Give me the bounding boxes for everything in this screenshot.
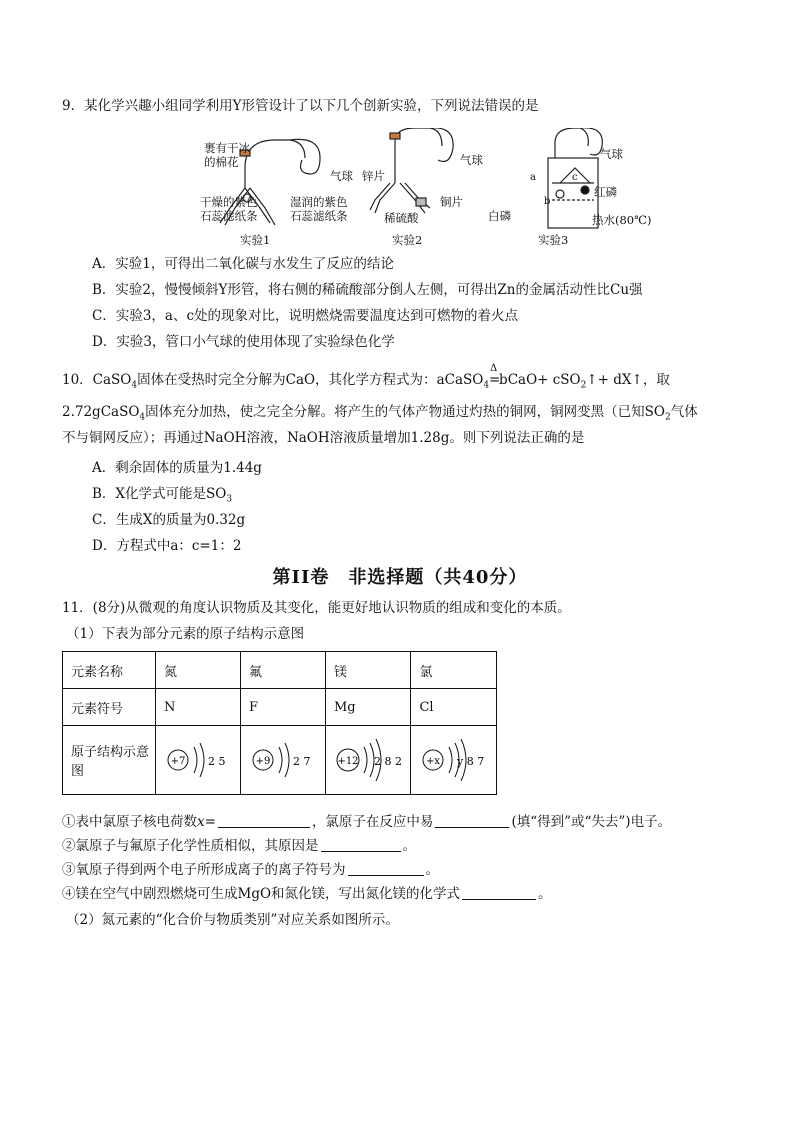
atom-diagram-cl <box>411 726 497 795</box>
table-cell: 元素符号 <box>63 689 156 726</box>
table-cell: 氮 <box>156 652 241 689</box>
element-table <box>62 651 497 795</box>
q10-stem-line2: 2.72gCaSO$_4$固体充分加热，使之完全分解。将产生的气体产物通过灼热的铜网，铜网变黑（已知$SO_2$气体 <box>62 404 698 423</box>
answer-blank-3[interactable] <box>321 837 401 852</box>
svg-text:y 8 7: y 8 7 <box>457 755 485 768</box>
table-cell: 镁 <box>325 652 410 689</box>
q10-option-c: C．生成X的质量为0.32g <box>92 512 246 528</box>
q10-option-b: B．X化学式可能是$SO_3$ <box>92 486 233 505</box>
answer-blank-1[interactable] <box>218 813 310 828</box>
svg-text:2 5: 2 5 <box>208 755 226 768</box>
exp1-caption: 实验1 <box>240 233 271 247</box>
exp3-point-b: b <box>544 196 551 207</box>
exp1-wet-label-1: 湿润的紫色 <box>290 195 348 209</box>
atom-diagram-f <box>241 726 326 795</box>
q9-option-c: C．实验3，a、c处的现象对比，说明燃烧需要温度达到可燃物的着火点 <box>92 308 519 324</box>
exp2-copper-label: 铜片 <box>440 195 463 209</box>
exp2-zinc-label: 锌片 <box>362 169 385 183</box>
q11-question-2: ②氯原子与氟原子化学性质相似，其原因是 。 <box>62 838 416 854</box>
exp3-point-c: c <box>572 172 578 183</box>
svg-text:+9: +9 <box>255 756 271 767</box>
q9-option-a: A．实验1，可得出二氧化碳与水发生了反应的结论 <box>92 256 394 272</box>
exp2-caption: 实验2 <box>392 233 423 247</box>
table-cell: Cl <box>411 689 497 726</box>
svg-text:+12: +12 <box>337 756 359 767</box>
exp1-dry-label-2: 石蕊滤纸条 <box>200 209 258 223</box>
answer-blank-5[interactable] <box>462 885 536 900</box>
q9-option-d: D．实验3，管口小气球的使用体现了实验绿色化学 <box>92 334 395 350</box>
answer-blank-4[interactable] <box>348 861 424 876</box>
q10-stem-line1: 10．CaSO$_4$固体在受热时完全分解为CaO，其化学方程式为：aCaSO$_4$ Δ =bCaO+ cSO$_2$↑+ dX↑，取 <box>62 363 670 391</box>
q11-question-4: ④镁在空气中剧烈燃烧可生成MgO和氮化镁，写出氮化镁的化学式 。 <box>62 886 552 902</box>
table-cell: N <box>156 689 241 726</box>
exp1-wet-label-2: 石蕊滤纸条 <box>290 209 348 223</box>
exp3-caption: 实验3 <box>538 233 569 247</box>
exp3-red-phosphorus-label: 红磷 <box>594 185 617 199</box>
q10-option-d: D．方程式中a：c=1：2 <box>92 538 242 554</box>
exp1-dry-label-1: 干燥的紫色 <box>200 195 258 209</box>
q10-stem-line3: 不与铜网反应）；再通过NaOH溶液，NaOH溶液质量增加1.28g。则下列说法正确的是 <box>62 430 585 446</box>
svg-text:+7: +7 <box>170 756 186 767</box>
svg-text:+x: +x <box>426 756 441 767</box>
exp1-cotton-label-2: 的棉花 <box>204 155 239 169</box>
exp1-balloon-label: 气球 <box>330 169 353 183</box>
exp3-balloon-label: 气球 <box>600 147 623 161</box>
q11-sub1: （1）下表为部分元素的原子结构示意图 <box>66 626 305 642</box>
table-cell: Mg <box>325 689 410 726</box>
q9-option-b: B．实验2，慢慢倾斜Y形管，将右侧的稀硫酸部分倒人左侧，可得出Zn的金属活动性比Cu强 <box>92 282 643 298</box>
q11-question-3: ③氧原子得到两个电子所形成离子的离子符号为 。 <box>62 862 439 878</box>
table-cell: F <box>241 689 326 726</box>
atom-diagram-mg <box>325 726 410 795</box>
q10-option-a: A．剩余固体的质量为1.44g <box>92 460 262 476</box>
table-row <box>63 652 497 689</box>
q9-stem: 9．某化学兴趣小组同学利用Y形管设计了以下几个创新实验，下列说法错误的是 <box>62 98 539 114</box>
q10-equation: aCaSO$_4$ Δ =bCaO+ cSO$_2$↑+ dX↑，取 <box>436 363 670 391</box>
exp3-hot-water-label: 热水(80℃) <box>592 213 652 227</box>
exp2-balloon-label: 气球 <box>460 153 483 167</box>
table-row <box>63 726 497 795</box>
exp2-acid-label: 稀硫酸 <box>384 211 419 225</box>
q11-sub2: （2）氮元素的“化合价与物质类别”对应关系如图所示。 <box>66 912 399 928</box>
exp3-white-phosphorus-label: 白磷 <box>488 209 511 223</box>
exp3-point-a: a <box>530 172 536 183</box>
answer-blank-2[interactable] <box>435 813 509 828</box>
table-cell: 原子结构示意图 <box>63 726 156 795</box>
svg-text:2 7: 2 7 <box>293 755 311 768</box>
exp1-cotton-label-1: 裹有干冰 <box>204 141 250 155</box>
table-cell: 氯 <box>411 652 497 689</box>
svg-text:2 8 2: 2 8 2 <box>373 755 402 768</box>
section-2-title: 第II卷 非选择题（共40分） <box>272 567 528 588</box>
table-cell: 元素名称 <box>63 652 156 689</box>
q11-stem: 11．(8分)从微观的角度认识物质及其变化，能更好地认识物质的组成和变化的本质。 <box>62 600 571 616</box>
table-cell: 氟 <box>241 652 326 689</box>
atom-diagram-n <box>156 726 241 795</box>
q11-question-1: ①表中氯原子核电荷数x= ，氯原子在反应中易 (填“得到”或“失去”)电子。 <box>62 814 672 830</box>
table-row <box>63 689 497 726</box>
